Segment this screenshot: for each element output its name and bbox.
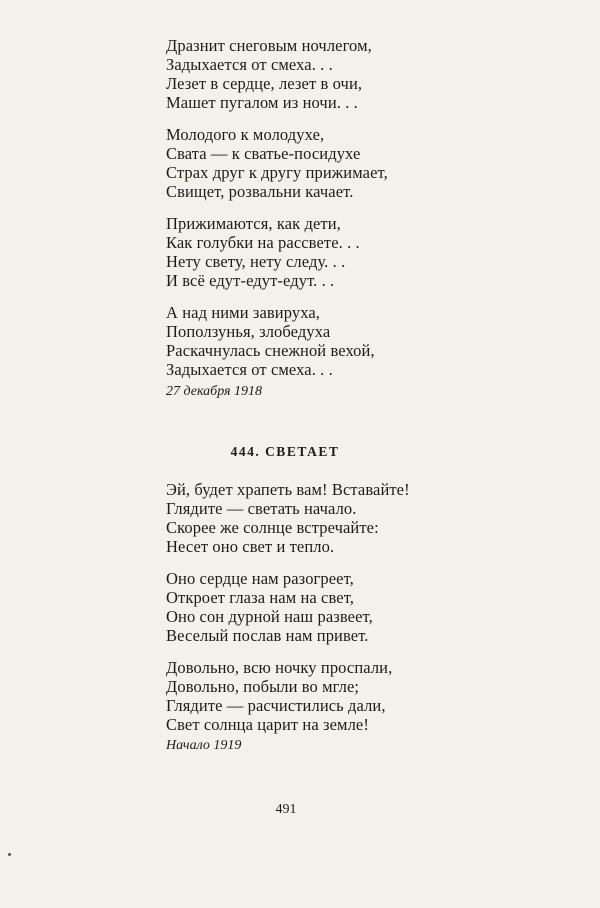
poem-444-stanza-3: [166, 658, 466, 734]
verse-line: Как голубки на рассвете. . .: [166, 233, 360, 252]
verse-line: Молодого к молодухе,: [166, 125, 325, 144]
verse-line: Раскачнулась снежной вехой,: [166, 341, 375, 360]
print-speck: [8, 853, 11, 856]
verse-line: Нету свету, нету следу. . .: [166, 252, 346, 271]
verse-line: Скорее же солнце встречайте:: [166, 518, 379, 537]
verse-line: Глядите — расчистились дали,: [166, 696, 386, 715]
poem-443-stanza-3: [166, 214, 466, 290]
verse-line: Прижимаются, как дети,: [166, 214, 341, 233]
verse-line: Свет солнца царит на земле!: [166, 715, 369, 734]
verse-line: Оно сердце нам разогреет,: [166, 569, 354, 588]
verse-line: Задыхается от смеха. . .: [166, 55, 333, 74]
verse-line: Эй, будет храпеть вам! Вставайте!: [166, 480, 410, 499]
verse-line: Машет пугалом из ночи. . .: [166, 93, 358, 112]
verse-line: Свищет, розвальни качает.: [166, 182, 354, 201]
verse-line: Дразнит снеговым ночлегом,: [166, 36, 372, 55]
verse-line: И всё едут-едут-едут. . .: [166, 271, 335, 290]
verse-line: Свата — к сватье-посидухе: [166, 144, 361, 163]
poem-443-stanza-2: [166, 125, 466, 201]
verse-line: Несет оно свет и тепло.: [166, 537, 335, 556]
verse-line: Глядите — светать начало.: [166, 499, 357, 518]
poem-443-stanza-4: [166, 303, 466, 379]
verse-line: Оно сон дурной наш развеет,: [166, 607, 373, 626]
verse-line: Страх друг к другу прижимает,: [166, 163, 388, 182]
verse-line: Лезет в сердце, лезет в очи,: [166, 74, 363, 93]
verse-line: Поползунья, злобедуха: [166, 322, 331, 341]
page-number: 491: [275, 802, 297, 817]
poem-444-title: 444. СВЕТАЕТ: [230, 444, 340, 459]
verse-line: Довольно, всю ночку проспали,: [166, 658, 393, 677]
verse-line: Веселый послав нам привет.: [166, 626, 369, 645]
verse-line: Задыхается от смеха. . .: [166, 360, 333, 379]
poem-444-stanza-1: [166, 480, 466, 556]
verse-line: Откроет глаза нам на свет,: [166, 588, 354, 607]
verse-line: А над ними завируха,: [166, 303, 320, 322]
verse-line: Довольно, побыли во мгле;: [166, 677, 360, 696]
poem-444-stanza-2: [166, 569, 466, 645]
poem-444-date: Начало 1919: [166, 738, 242, 753]
poem-443-date: 27 декабря 1918: [166, 384, 263, 399]
poem-443-stanza-1: [166, 36, 466, 112]
